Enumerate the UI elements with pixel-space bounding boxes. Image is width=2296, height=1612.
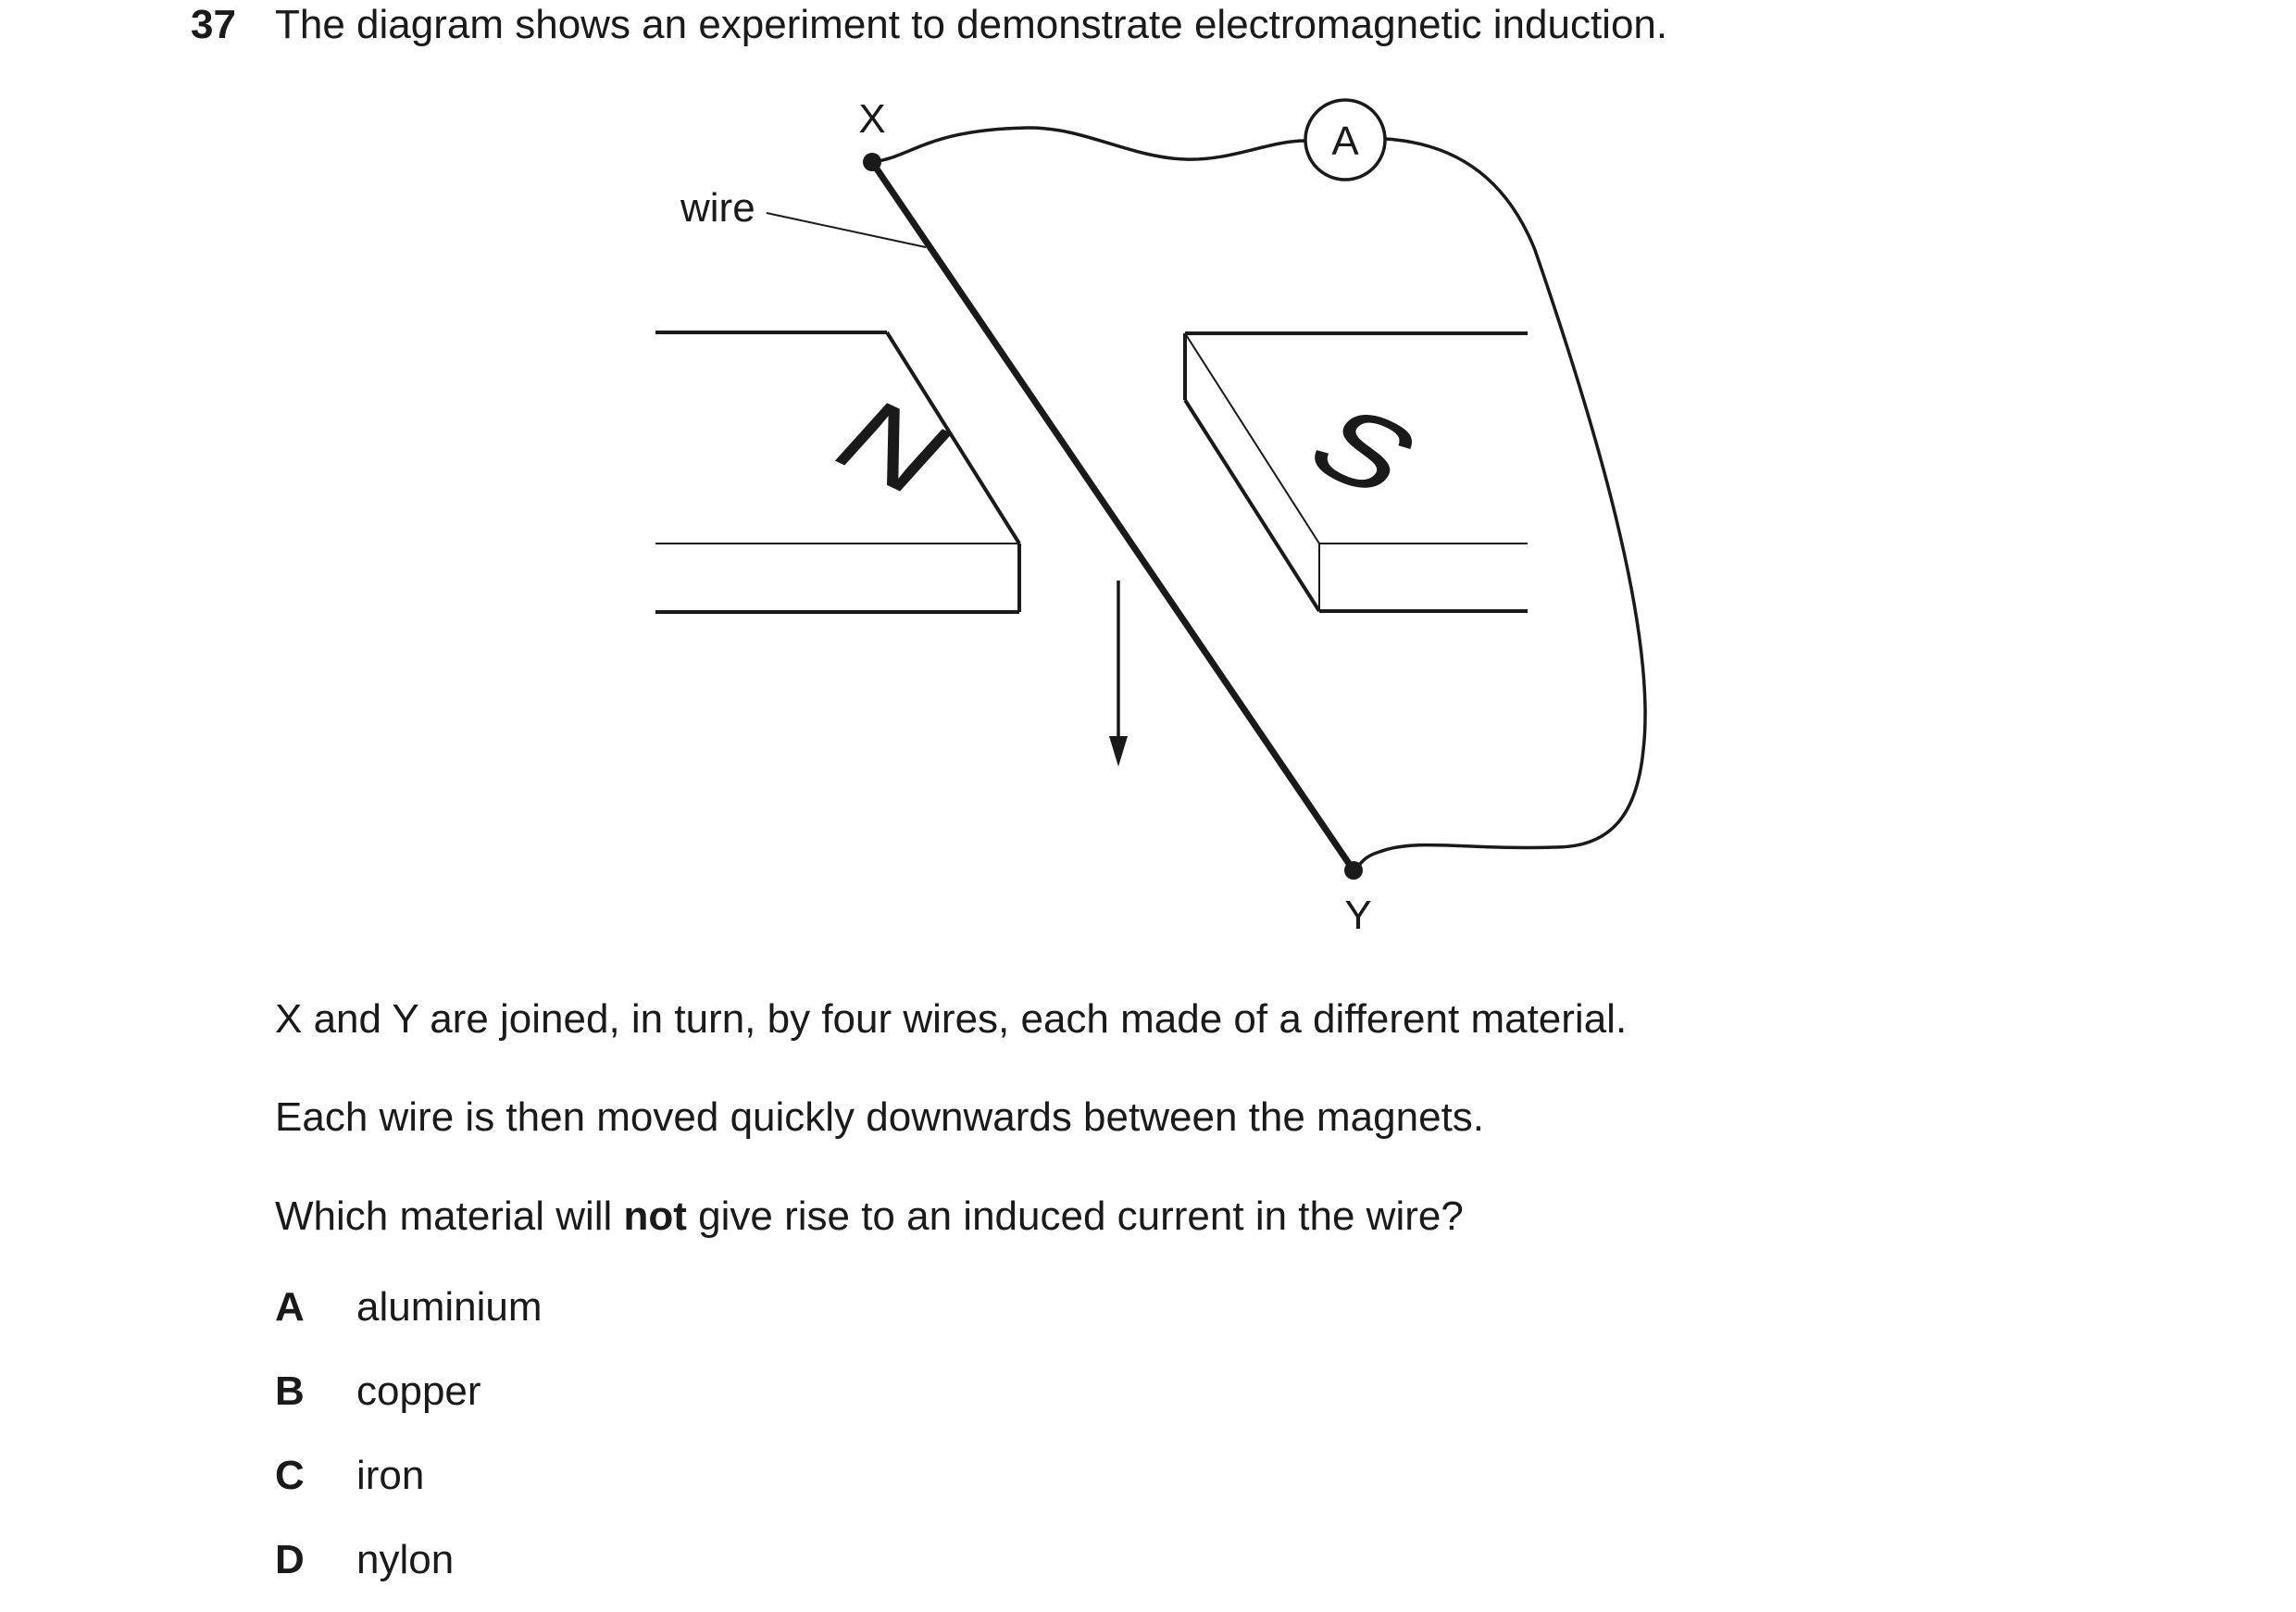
option-b[interactable]: [275, 1367, 481, 1417]
south-pole-label: S: [1282, 385, 1445, 517]
terminal-y-dot: [1344, 861, 1363, 880]
option-text: copper: [356, 1368, 481, 1414]
paragraph-movement: Each wire is then moved quickly downwards between the magnets.: [275, 1094, 1485, 1140]
ammeter-label: A: [1331, 119, 1359, 164]
terminal-x-label: X: [858, 96, 886, 142]
ammeter: [1305, 100, 1385, 180]
north-pole-label: N: [809, 380, 979, 514]
circuit-lead-return: [1354, 139, 1645, 870]
question-stem: The diagram shows an experiment to demonstrate electromagnetic induction.: [275, 2, 1668, 47]
test-wire: [872, 162, 1354, 870]
option-d[interactable]: [275, 1535, 454, 1585]
question-text-start: Which material will: [275, 1193, 624, 1239]
option-text: iron: [356, 1453, 425, 1498]
paragraph-question: [275, 1192, 1464, 1242]
question-text-end: give rise to an induced current in the wire?: [686, 1193, 1464, 1239]
question-emphasis: not: [623, 1193, 687, 1239]
option-text: nylon: [356, 1537, 455, 1582]
option-letter: B: [275, 1368, 305, 1414]
option-a[interactable]: [275, 1282, 543, 1332]
option-letter: C: [275, 1453, 305, 1498]
terminal-x-dot: [863, 153, 881, 171]
option-c[interactable]: [275, 1451, 424, 1501]
wire-leader-line: [767, 213, 926, 247]
question-number: 37: [191, 2, 236, 47]
option-text: aluminium: [356, 1284, 543, 1330]
paragraph-wires: X and Y are joined, in turn, by four wires, each made of a different material.: [275, 996, 1628, 1042]
wire-label: wire: [680, 185, 755, 231]
terminal-y-label: Y: [1344, 893, 1372, 938]
motion-arrow: [1109, 581, 1128, 767]
circuit-lead-top: [872, 128, 1305, 162]
option-letter: A: [275, 1284, 305, 1330]
option-letter: D: [275, 1537, 305, 1582]
